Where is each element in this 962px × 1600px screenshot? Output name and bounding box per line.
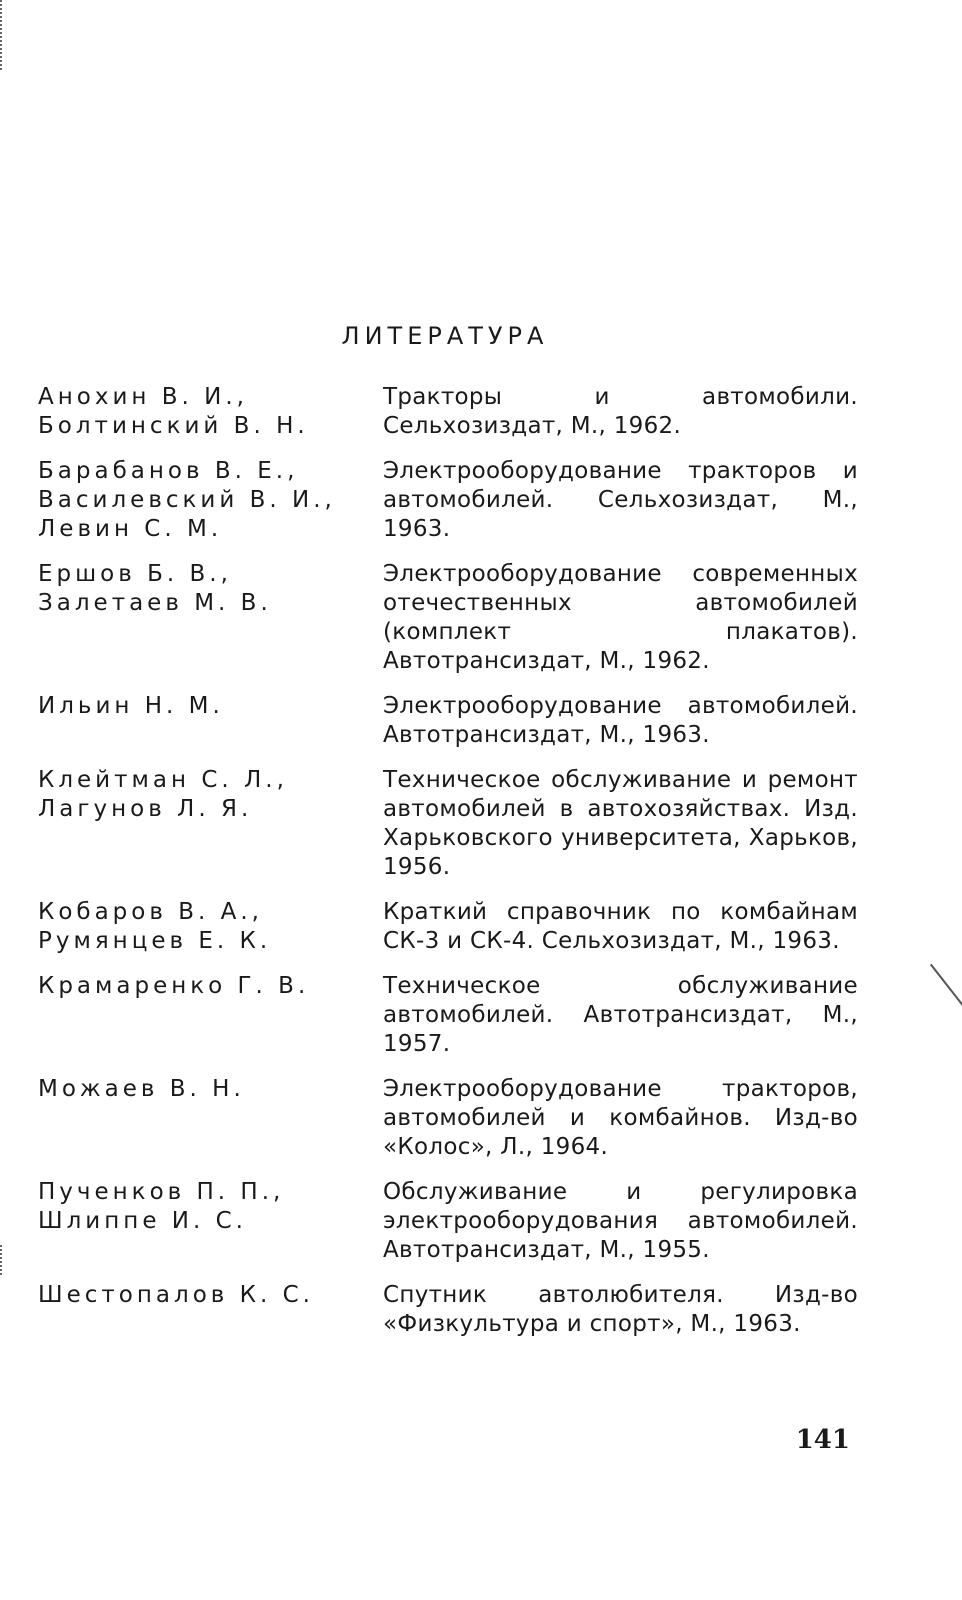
- reference-authors: [38, 766, 383, 882]
- reference-work: Обслуживание и регулировка электрооборудования автомобилей. Автотрансиздат, М., 1955.: [383, 1179, 858, 1263]
- reference-authors: [38, 560, 383, 676]
- reference-work: Спутник автолюбителя. Изд-во «Физкультура и спорт», М., 1963.: [383, 1282, 858, 1337]
- reference-entry: [38, 560, 858, 676]
- scan-edge-mark: [0, 1245, 4, 1275]
- page-number: 141: [795, 1425, 850, 1455]
- reference-work: Техническое обслуживание автомобилей. Автотрансиздат, М., 1957.: [383, 973, 858, 1057]
- reference-entry: [38, 898, 858, 956]
- author-name: Болтинский В. Н.: [38, 413, 309, 439]
- reference-authors: [38, 692, 383, 750]
- reference-authors: [38, 1075, 383, 1162]
- author-name: Левин С. М.: [38, 516, 223, 542]
- reference-list: [38, 383, 858, 1355]
- author-name: Шлиппе И. С.: [38, 1208, 247, 1234]
- reference-authors: [38, 383, 383, 441]
- author-name: Шестопалов К. С.: [38, 1282, 314, 1308]
- author-name: Лагунов Л. Я.: [38, 796, 253, 822]
- reference-authors: [38, 972, 383, 1059]
- reference-work: Электрооборудование современных отечественных автомобилей (комплект плакатов). Автотрансиздат, М., 1962.: [383, 561, 858, 674]
- scan-edge-mark: [0, 0, 4, 70]
- reference-authors: [38, 457, 383, 544]
- author-name: Барабанов В. Е.,: [38, 458, 299, 484]
- reference-entry: [38, 1178, 858, 1265]
- reference-work: Электрооборудование автомобилей. Автотрансиздат, М., 1963.: [383, 693, 858, 748]
- author-name: Румянцев Е. К.: [38, 928, 272, 954]
- author-name: Василевский В. И.,: [38, 487, 336, 513]
- reference-entry: [38, 383, 858, 441]
- author-name: Крамаренко Г. В.: [38, 973, 310, 999]
- reference-entry: [38, 766, 858, 882]
- reference-work: Электрооборудование тракторов, автомобилей и комбайнов. Изд-во «Колос», Л., 1964.: [383, 1076, 858, 1160]
- reference-entry: [38, 457, 858, 544]
- reference-work: Тракторы и автомобили. Сельхозиздат, М., 1962.: [383, 384, 858, 439]
- author-name: Анохин В. И.,: [38, 384, 248, 410]
- author-name: Клейтман С. Л.,: [38, 767, 288, 793]
- reference-entry: [38, 972, 858, 1059]
- reference-authors: [38, 898, 383, 956]
- reference-entry: [38, 1075, 858, 1162]
- reference-work: Техническое обслуживание и ремонт автомобилей в автохозяйствах. Изд. Харьковского университета, Харьков, 1956.: [383, 767, 858, 880]
- author-name: Ильин Н. М.: [38, 693, 224, 719]
- author-name: Кобаров В. А.,: [38, 899, 263, 925]
- scan-stray-mark: [930, 964, 962, 1014]
- reference-authors: [38, 1281, 383, 1339]
- reference-entry: [38, 1281, 858, 1339]
- author-name: Ершов Б. В.,: [38, 561, 232, 587]
- reference-work: Краткий справочник по комбайнам СК-3 и СК-4. Сельхозиздат, М., 1963.: [383, 899, 858, 954]
- reference-work: Электрооборудование тракторов и автомобилей. Сельхозиздат, М., 1963.: [383, 458, 858, 542]
- author-name: Залетаев М. В.: [38, 590, 272, 616]
- reference-authors: [38, 1178, 383, 1265]
- reference-entry: [38, 692, 858, 750]
- page-title: ЛИТЕРАТУРА: [341, 322, 549, 350]
- author-name: Можаев В. Н.: [38, 1076, 245, 1102]
- author-name: Пученков П. П.,: [38, 1179, 285, 1205]
